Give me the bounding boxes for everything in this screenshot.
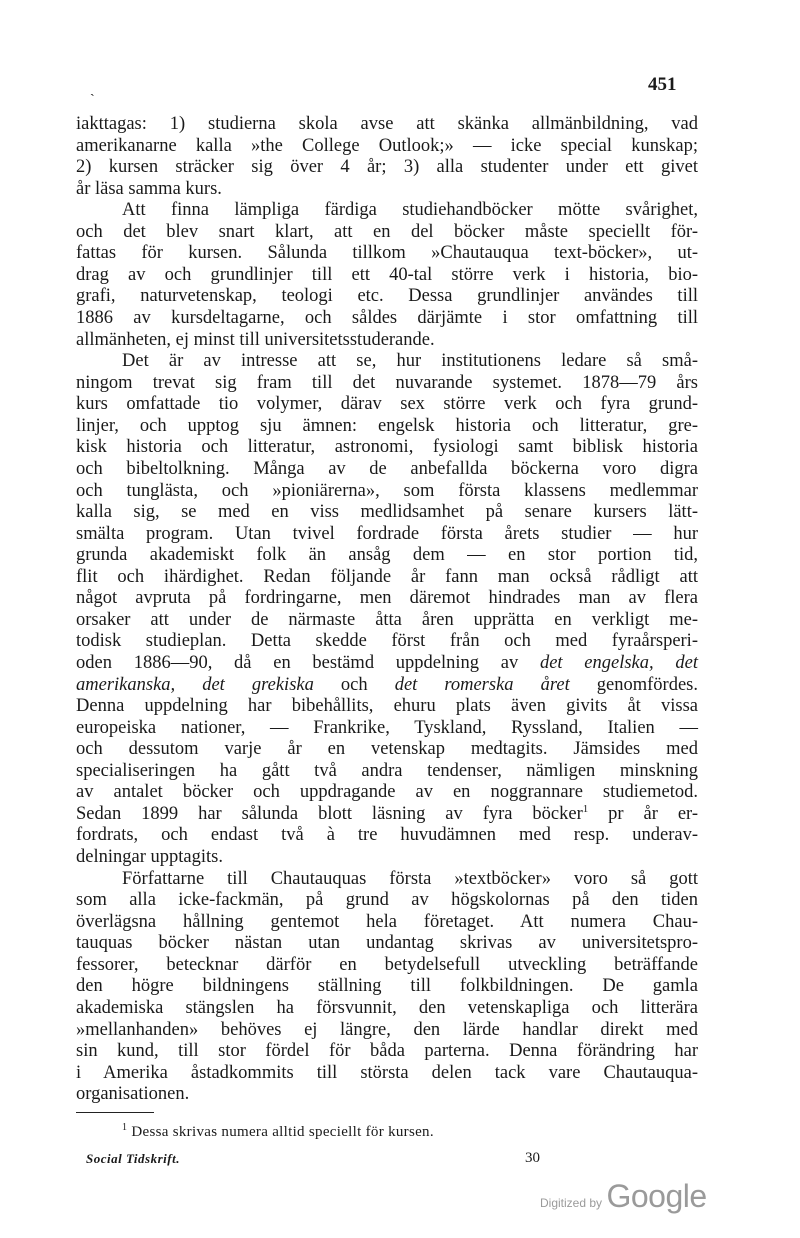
text-line: Författarne till Chautauquas första »textböcker» voro så gott xyxy=(122,868,698,889)
text-line: Att finna lämpliga färdiga studiehandböcker mötte svårighet, xyxy=(122,200,698,221)
text-line: tauquas böcker nästan utan undantag skrivas av universitetspro- xyxy=(76,933,698,954)
text-line: »mellanhanden» behöves ej längre, den lärde handlar direkt med xyxy=(76,1019,698,1040)
text-line: den högre bildningens ställning till folkbildningen. De gamla xyxy=(76,976,698,997)
text-line: och det blev snart klart, att en del böcker måste speciellt för- xyxy=(76,221,698,242)
text-line: kalla sig, se med en viss medlidsamhet på senare kursers lätt- xyxy=(76,502,698,523)
text-line: flit och ihärdighet. Redan följande år fann man också rådligt att xyxy=(76,566,698,587)
text-line: sin kund, till stor fördel för båda parterna. Denna förändring har xyxy=(76,1041,698,1062)
text-line: fattas för kursen. Sålunda tillkom »Chautauqua text-böcker», ut- xyxy=(76,243,698,264)
scan-mark: ˏ xyxy=(90,82,95,97)
text-line: todisk studieplan. Detta skedde först från och med fyraårsperi- xyxy=(76,631,698,652)
text-line xyxy=(76,803,698,825)
text-line: och dessutom varje år en vetenskap medtagits. Jämsides med xyxy=(76,739,698,760)
italic-text: amerikanska, det grekiska xyxy=(76,674,314,695)
text-line: organisationen. xyxy=(76,1084,190,1105)
text-line: och tunglästa, och »pioniärerna», som första klassens medlemmar xyxy=(76,480,698,501)
text-line: specialiseringen ha gått två andra tendenser, nämligen minskning xyxy=(76,760,698,781)
italic-text: det engelska, det xyxy=(539,653,698,673)
italic-text: det romerska året xyxy=(394,674,570,695)
text-line: orsaker att under de närmaste åtta åren upprätta en verkligt me- xyxy=(76,609,698,630)
text-segment: och xyxy=(313,674,395,695)
footnote-reference: 1 xyxy=(582,802,589,815)
journal-signature: Social Tidskrift. xyxy=(86,1151,180,1166)
text-segment: pr år er- xyxy=(588,803,698,824)
text-line xyxy=(76,674,698,696)
text-line: av antalet böcker och uppdragande av en noggrannare studiemetod. xyxy=(76,782,698,803)
text-line: drag av och grundlinjer till ett 40-tal större verk i historia, bio- xyxy=(76,264,698,285)
text-line xyxy=(76,652,698,674)
page-number: 451 xyxy=(648,74,677,95)
text-segment: oden 1886—90, då en bestämd uppdelning av xyxy=(76,653,540,673)
text-line: år läsa samma kurs. xyxy=(76,178,222,199)
text-line: överlägsna hållning gentemot hela företaget. Att numera Chau- xyxy=(76,911,698,932)
sheet-number: 30 xyxy=(525,1150,540,1166)
text-line: 2) kursen sträcker sig över 4 år; 3) alla studenter under ett givet xyxy=(76,157,698,178)
text-line: grafi, naturvetenskap, teologi etc. Dessa grundlinjer användes till xyxy=(76,286,698,307)
text-segment: genomfördes. xyxy=(569,674,698,695)
text-line: kurs omfattade tio volymer, därav sex större verk och fyra grund- xyxy=(76,394,698,415)
text-line: delningar upptagits. xyxy=(76,847,223,868)
text-line: iakttagas: 1) studierna skola avse att skänka allmänbildning, vad xyxy=(76,114,698,134)
footnote-marker: 1 xyxy=(122,1122,128,1133)
text-line: fessorer, betecknar därför en betydelsefull utveckling beträffande xyxy=(76,954,698,975)
text-line: något avpruta på fordringarne, men däremot hindrades man av flera xyxy=(76,588,698,609)
text-line: linjer, och upptog sju ämnen: engelsk historia och litteratur, gre- xyxy=(76,415,698,436)
text-line: amerikanarne kalla »the College Outlook;» — icke special kunskap; xyxy=(76,135,698,156)
text-line: fordrats, och endast två à tre huvudämnen med resp. underav- xyxy=(76,825,698,846)
watermark-brand: Google xyxy=(606,1178,707,1214)
text-line: smälta program. Utan tvivel fordrade första årets studier — hur xyxy=(76,523,698,544)
footnote-text: Dessa skrivas numera alltid speciellt för kursen. xyxy=(131,1124,434,1140)
watermark-prefix: Digitized by xyxy=(540,1196,603,1210)
text-segment: Sedan 1899 har sålunda blott läsning av fyra böcker xyxy=(76,803,583,824)
text-line: Denna uppdelning har bibehållits, ehuru plats även givits åt vissa xyxy=(76,696,698,717)
footnote-rule xyxy=(76,1112,154,1113)
text-line: som alla icke-fackmän, på grund av högskolornas på den tiden xyxy=(76,890,698,911)
text-line: europeiska nationer, — Frankrike, Tyskland, Ryssland, Italien — xyxy=(76,717,698,738)
text-line: och bibeltolkning. Många av de anbefallda böckerna voro digra xyxy=(76,458,698,479)
text-line: kisk historia och litteratur, astronomi, fysiologi samt biblisk historia xyxy=(76,437,698,458)
text-line: 1886 av kursdeltagarne, och såldes därjämte i stor omfattning till xyxy=(76,308,698,329)
google-watermark xyxy=(540,1178,707,1215)
text-line: i Amerika åstadkommits till största delen tack vare Chautauqua- xyxy=(76,1062,698,1083)
text-line: Det är av intresse att se, hur institutionens ledare så små- xyxy=(122,351,698,372)
text-line: akademiska stängslen ha försvunnit, den vetenskapliga och litterära xyxy=(76,997,698,1018)
text-line: grunda akademiskt folk än ansåg dem — en stor portion tid, xyxy=(76,545,698,566)
text-line: allmänheten, ej minst till universitetsstuderande. xyxy=(76,329,435,350)
text-line: ningom trevat sig fram till det nuvarande systemet. 1878—79 års xyxy=(76,372,698,393)
footnote xyxy=(122,1124,434,1141)
